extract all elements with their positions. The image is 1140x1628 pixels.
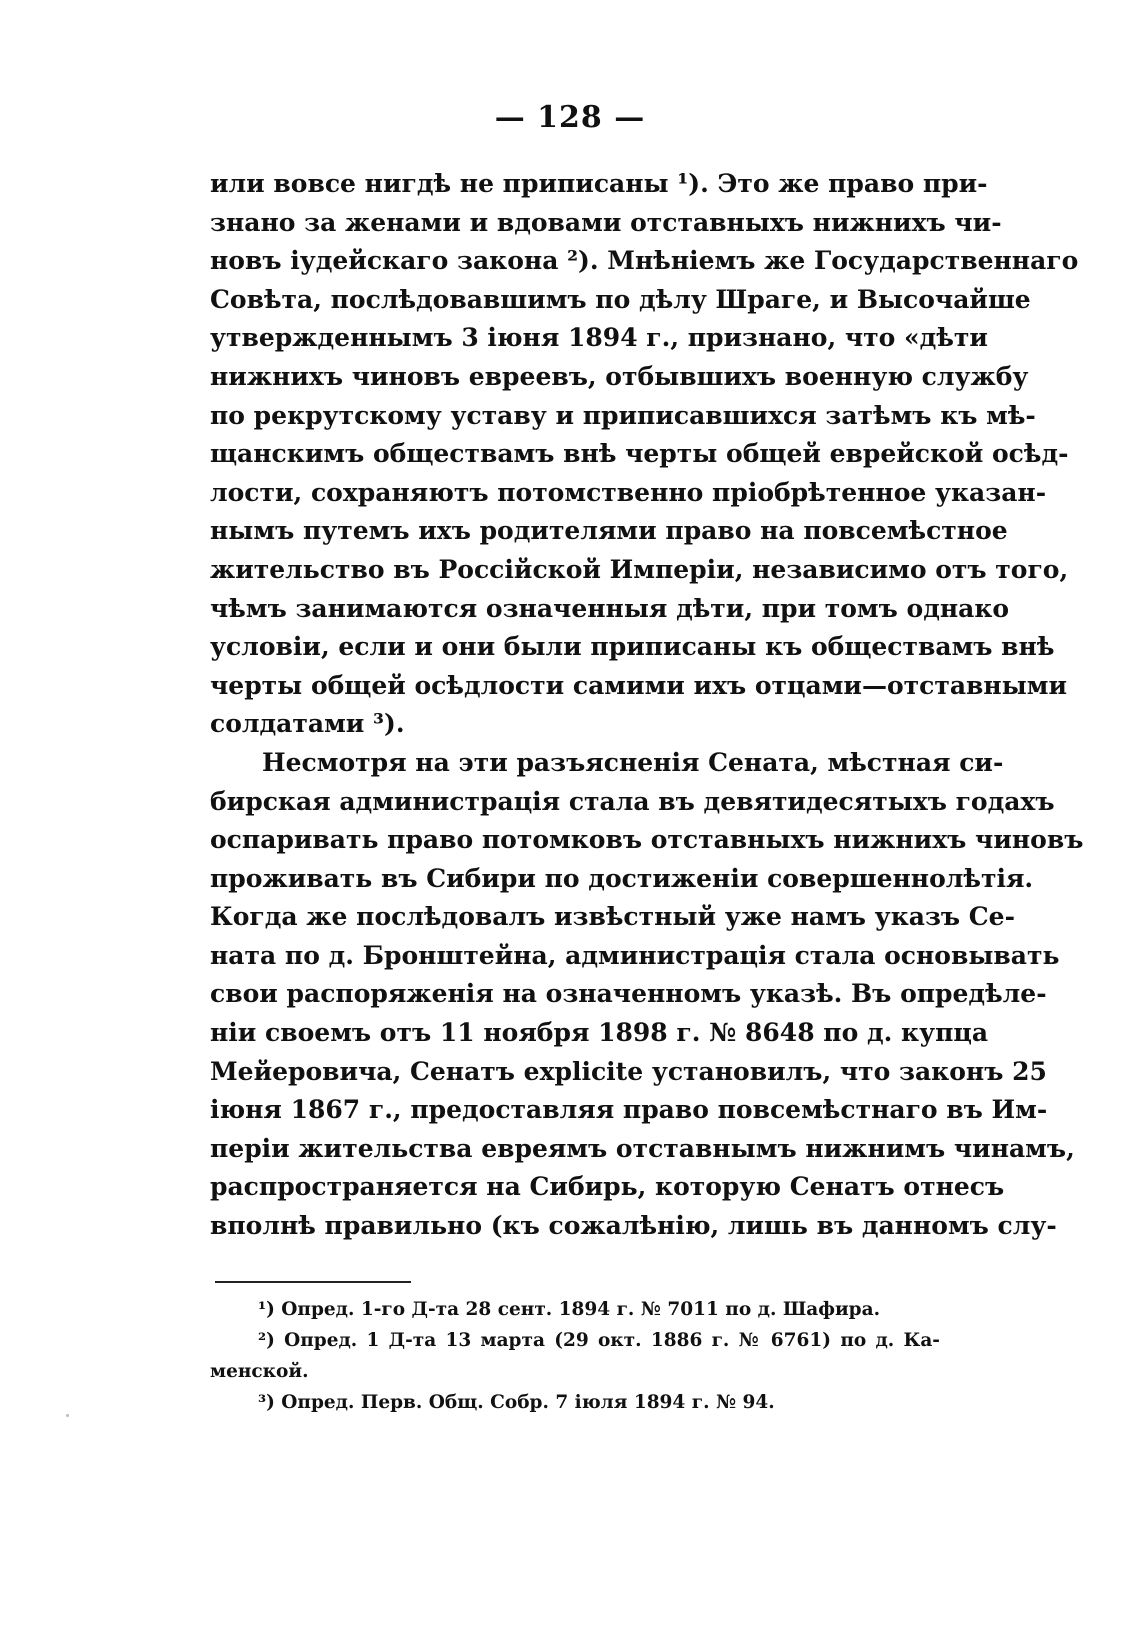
text-line: по рекрутскому уставу и приписавшихся затѣмъ къ мѣ- [210, 400, 1036, 430]
text-line: іюня 1867 г., предоставляя право повсемѣстнаго въ Им- [210, 1095, 1048, 1125]
text-line: ната по д. Бронштейна, администрація стала основывать [210, 940, 1060, 970]
text-line: солдатами ³). [210, 709, 405, 739]
text-line: оспаривать право потомковъ отставныхъ нижнихъ чиновъ [210, 825, 1084, 855]
text-line: утвержденнымъ 3 іюня 1894 г., признано, что «дѣти [210, 323, 988, 353]
text-line: свои распоряженія на означенномъ указѣ. Въ опредѣле- [210, 979, 1047, 1009]
text-line: Несмотря на эти разъясненія Сената, мѣстная си- [262, 747, 1004, 777]
footnote-line: ³) Опред. Перв. Общ. Собр. 7 іюля 1894 г. № 94. [258, 1392, 775, 1413]
text-line: щанскимъ обществамъ внѣ черты общей еврейской осѣд- [210, 439, 1069, 469]
text-line: лости, сохраняютъ потомственно пріобрѣтенное указан- [210, 477, 1047, 507]
text-line: нижнихъ чиновъ евреевъ, отбывшихъ военную службу [210, 361, 1029, 391]
text-line: или вовсе нигдѣ не приписаны ¹). Это же право при- [210, 169, 988, 198]
footnote-line: менской. [210, 1361, 309, 1382]
text-line: бирская администрація стала въ девятидесятыхъ годахъ [210, 786, 1055, 816]
main-text [210, 165, 1084, 1246]
text-line: вполнѣ правильно (къ сожалѣнію, лишь въ данномъ слу- [210, 1211, 1057, 1241]
text-line: Когда же послѣдовалъ извѣстный уже намъ указъ Се- [210, 902, 1015, 932]
footnote-line: ²) Опред. 1 Д-та 13 марта (29 окт. 1886 г. № 6761) по д. Ка- [258, 1330, 940, 1351]
text-line: ніи своемъ отъ 11 ноября 1898 г. № 8648 по д. купца [210, 1018, 989, 1048]
text-line: Мейеровича, Сенатъ explicite установилъ, что законъ 25 [210, 1056, 1047, 1086]
text-line: знано за женами и вдовами отставныхъ нижнихъ чи- [210, 207, 1002, 237]
text-line: Совѣта, послѣдовавшимъ по дѣлу Шраге, и Высочайше [210, 284, 1031, 314]
footnote-line: ¹) Опред. 1-го Д-та 28 сент. 1894 г. № 7011 по д. Шафира. [258, 1299, 881, 1320]
text-line: чѣмъ занимаются означенныя дѣти, при томъ однако [210, 593, 1010, 623]
page-number: — 128 — [494, 100, 646, 135]
paper-speck [66, 1414, 69, 1417]
footnotes [210, 1294, 940, 1418]
text-line: черты общей осѣдлости самими ихъ отцами—отставными [210, 670, 1068, 700]
text-line: распространяется на Сибирь, которую Сенатъ отнесъ [210, 1172, 1005, 1202]
text-line: новъ іудейскаго закона ²). Мнѣніемъ же Государственнаго [210, 246, 1079, 276]
text-line: нымъ путемъ ихъ родителями право на повсемѣстное [210, 516, 1008, 546]
text-line: проживать въ Сибири по достиженіи совершеннолѣтія. [210, 863, 1034, 893]
text-line: условіи, если и они были приписаны къ обществамъ внѣ [210, 632, 1055, 662]
text-line: жительство въ Россійской Имперіи, независимо отъ того, [210, 554, 1069, 584]
text-line: періи жительства евреямъ отставнымъ нижнимъ чинамъ, [210, 1133, 1075, 1163]
footnote-separator [215, 1281, 411, 1283]
